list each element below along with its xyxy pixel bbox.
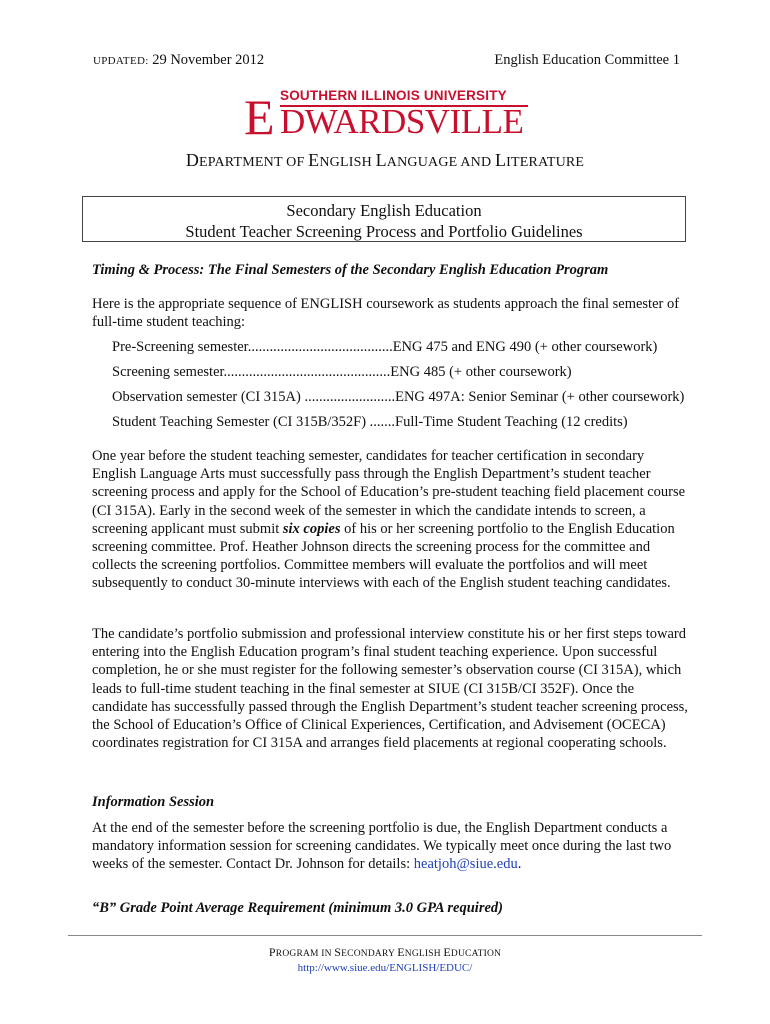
- section-heading-timing: Timing & Process: The Final Semesters of the Secondary English Education Program: [92, 262, 609, 278]
- para-text: At the end of the semester before the screening portfolio is due, the English Department conducts a mandatory information session for screening candidates. We typically meet once during the last two weeks of the semester. Contact Dr. Johnson for details:: [92, 820, 672, 873]
- section-heading-info-session: Information Session: [92, 794, 215, 810]
- dept-cap: D: [185, 150, 200, 170]
- dept-sc: ANGUAGE AND: [386, 155, 495, 170]
- footer-cap: P: [268, 945, 276, 959]
- logo-name: DWARDSVILLE: [280, 102, 524, 141]
- dept-sc: ITERATURE: [506, 155, 585, 170]
- dept-cap: L: [494, 150, 507, 170]
- footer-url-link[interactable]: http://www.siue.edu/ENGLISH/EDUC/: [297, 962, 473, 974]
- updated-date: [93, 52, 264, 69]
- footer-sc: NGLISH: [404, 949, 444, 959]
- dept-cap: L: [375, 150, 387, 170]
- section-heading-gpa: “B” Grade Point Average Requirement (minimum 3.0 GPA required): [92, 900, 503, 916]
- para-text: One year before the student teaching semester, candidates for teacher certification in secondary English Language Arts must successfully pass through the English Department’s student teacher screening process and apply for the School of Education’s pre-student teaching field placement course (CI 315A). Early in the second week of the semester in which the candidate intends to screen, a screening applicant must submit: [92, 448, 686, 537]
- intro-paragraph: Here is the appropriate sequence of ENGLISH coursework as students approach the final semester of full-time student teaching:: [92, 296, 680, 331]
- emphasis-six-copies: six copies: [282, 520, 341, 537]
- updated-date-value: 29 November 2012: [152, 52, 265, 68]
- footer-cap: E: [443, 945, 451, 959]
- sequence-row: Pre-Screening semester........................................ENG 475 and ENG 490 (+ other coursework): [112, 339, 658, 355]
- document-title-box: [82, 196, 686, 242]
- logo-university: SOUTHERN ILLINOIS UNIVERSITY: [280, 88, 507, 103]
- footer-sc: ECONDARY: [341, 949, 398, 959]
- siue-logo: [244, 88, 528, 144]
- paragraph-info-session: [92, 819, 692, 874]
- footer-program-title: [0, 945, 770, 960]
- email-link[interactable]: heatjoh@siue.edu: [413, 856, 518, 873]
- para-text: .: [517, 856, 522, 873]
- footer-cap: S: [334, 945, 342, 959]
- footer-sc: DUCATION: [450, 949, 502, 959]
- title-line-2: Student Teacher Screening Process and Portfolio Guidelines: [185, 222, 583, 241]
- logo-initial: E: [244, 89, 274, 145]
- sequence-row: Screening semester..............................................ENG 485 (+ other coursework): [112, 364, 572, 380]
- page-header-right: English Education Committee 1: [494, 52, 680, 68]
- dept-sc: EPARTMENT OF: [199, 155, 309, 170]
- sequence-row: Observation semester (CI 315A) .........................ENG 497A: Senior Seminar (+ other coursework): [112, 389, 685, 405]
- dept-cap: E: [308, 150, 320, 170]
- footer-cap: E: [397, 945, 405, 959]
- footer-divider: [68, 935, 702, 936]
- paragraph-screening: [92, 447, 692, 593]
- footer-sc: ROGRAM IN: [275, 949, 335, 959]
- department-title: [0, 150, 770, 171]
- paragraph-portfolio: The candidate’s portfolio submission and professional interview constitute his or her first steps toward entering into the English Education program’s final student teaching experience. Upon successful completion, he or she must register for the following semester’s observation course (CI 315A), which leads to full-time student teaching in the final semester at SIUE (CI 315B/CI 352F). Once the candidate has successfully passed through the English Department’s student teacher screening process, the School of Education’s Office of Clinical Experiences, Certification, and Advisement (OCECA) coordinates registration for CI 315A and arranges field placements at regional cooperating schools.: [92, 626, 688, 752]
- sequence-row: Student Teaching Semester (CI 315B/352F) .......Full-Time Student Teaching (12 credits): [112, 414, 628, 430]
- para-text: of his or her screening portfolio to the English Education screening committee. Prof. Heather Johnson directs the screening process for the committee and collects the screening portfolios. Committee members will evaluate the portfolios and will meet subsequently to conduct 30-minute interviews with each of the English student teaching candidates.: [92, 520, 675, 592]
- dept-sc: NGLISH: [319, 155, 376, 170]
- updated-label: UPDATED:: [93, 55, 149, 67]
- title-line-1: Secondary English Education: [286, 201, 482, 220]
